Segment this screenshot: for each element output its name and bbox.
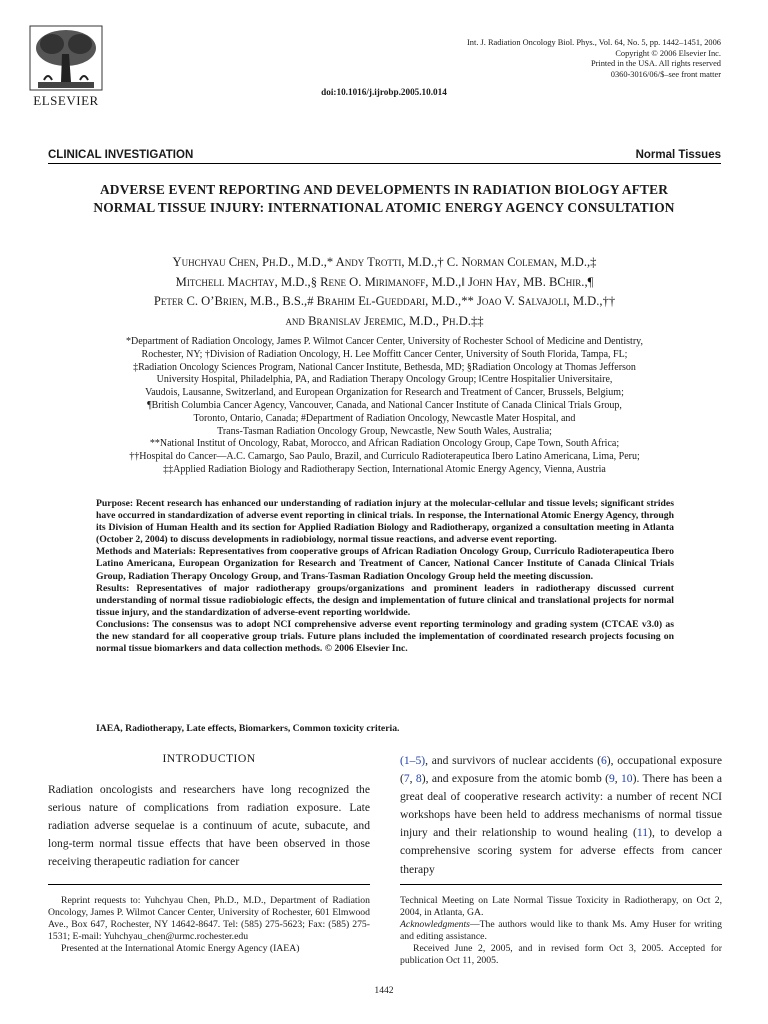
text-run: ), occupational exposure ( [400, 754, 722, 786]
conclusions-text: The consensus was to adopt NCI comprehensive adverse event reporting terminology and grading system (CTCAE v3.0) as the new standard for all cooperative group trials. Future plans included the implementation of coordinated research projects focusing on normal tissue biomarkers and data collection methods. [96, 618, 674, 655]
text-run: ), to develop a comprehensive scoring system for adverse effects from cancer therapy [400, 826, 722, 876]
journal-info [361, 38, 721, 80]
text-run: ), and exposure from the atomic bomb ( [421, 772, 609, 786]
affiliation-line: University Hospital, Philadelphia, PA, and Radiation Therapy Oncology Group; ‖Centre Hospitalier Universitaire, [156, 374, 613, 386]
journal-citation: Int. J. Radiation Oncology Biol. Phys., Vol. 64, No. 5, pp. 1442–1451, 2006 [467, 38, 721, 47]
abstract-copyright: © 2006 Elsevier Inc. [324, 643, 408, 655]
journal-copyright: Copyright © 2006 Elsevier Inc. [615, 48, 721, 58]
affiliation-line: Rochester, NY; †Division of Radiation Oncology, H. Lee Moffitt Cancer Center, University of South Florida, Tampa, FL; [141, 348, 628, 360]
reprint-requests: Reprint requests to: Yuhchyau Chen, Ph.D., M.D., Department of Radiation Oncology, James P. Wilmot Cancer Center, University of Rochester, 601 Elmwood Ave., Box 647, Rochester, NY 14642-8647. Tel: (585) 275-5623; Fax: (585) 275-1531; E-mail: Yuhchyau_chen@urmc.rochester.edu [48, 895, 370, 942]
presented-note: Presented at the International Atomic Energy Agency (IAEA) [61, 943, 300, 954]
affiliation-line: ‡Radiation Oncology Sciences Program, National Cancer Institute, Bethesda, MD; §Radiation Oncology at Thomas Jefferson [133, 361, 636, 373]
methods-label: Methods and Materials: [96, 546, 197, 558]
citation-link[interactable]: (1–5) [400, 754, 426, 767]
results-text: Representatives of major radiotherapy groups/organizations and prominent leaders in radiotherapy discussed current understanding of normal tissue radiobiologic effects, the design and implementation of future clinical and translational projects for normal tissue injury, and the standardization of adverse-event reporting worldwide. [96, 582, 675, 618]
section-subject: Normal Tissues [635, 149, 721, 161]
intro-paragraph-continued [400, 752, 722, 879]
text-run: , [409, 772, 416, 786]
author-line: Yuhchyau Chen, Ph.D., M.D.,* Andy Trotti, M.D.,† C. Norman Coleman, M.D.,‡ [172, 255, 597, 269]
affiliation-line: *Department of Radiation Oncology, James P. Wilmot Cancer Center, University of Rochester School of Medicine and Dentistry, [125, 336, 644, 347]
results-label: Results: [96, 582, 130, 594]
affiliation-line: ‡‡Applied Radiation Biology and Radiotherapy Section, International Atomic Energy Agency, Vienna, Austria [163, 463, 606, 475]
abstract-purpose [96, 498, 674, 546]
acknowledgments-text: —The authors would like to thank Ms. Amy Huser for writing and editing assistance. [400, 919, 722, 942]
purpose-label: Purpose: [96, 498, 134, 509]
publisher-name: ELSEVIER [33, 93, 99, 108]
journal-issn: 0360-3016/06/$–see front matter [610, 69, 721, 79]
elsevier-tree-icon [28, 24, 104, 92]
author-list [48, 253, 721, 331]
acknowledgments-label: Acknowledgments [400, 919, 470, 930]
affiliation-line: Vaudois, Lausanne, Switzerland, and European Organization for Research and Treatment of Cancer, Brussels, Belgium; [145, 387, 624, 399]
doi[interactable]: doi:10.1016/j.ijrobp.2005.10.014 [321, 87, 447, 97]
intro-paragraph: Radiation oncologists and researchers have long recognized the serious nature of complications from radiation exposure. Late radiation adverse sequelae is a continuum of acute, subacute, and long-term normal tissue effects that have been observed in those receiving therapeutic radiation for cancer [48, 783, 370, 869]
text-run: , and survivors of nuclear accidents ( [425, 754, 601, 767]
footnotes-left [48, 895, 370, 955]
methods-text: Representatives from cooperative groups of African Radiation Oncology Group, Curriculo Radioterapeutica Ibero Latino Americana, European Organization for Research and Treatment of Cancer, National Cancer Institute of Canada Clinical Trials Group, Radiation Therapy Oncology Group, and Trans-Tasman Radiation Oncology Group held the meeting discussion. [96, 546, 675, 582]
affiliation-line: ††Hospital do Cancer—A.C. Camargo, Sao Paulo, Brazil, and Curriculo Radioterapeutica Ibero Latino Americana, Lima, Peru; [129, 451, 640, 463]
affiliation-line: ¶British Columbia Cancer Agency, Vancouver, Canada, and National Cancer Institute of Canada Clinical Trials Group, [147, 399, 622, 411]
text-run: , [614, 772, 621, 786]
technical-meeting-note: Technical Meeting on Late Normal Tissue Toxicity in Radiotherapy, on Oct 2, 2004, in Atlanta, GA. [400, 895, 722, 918]
affiliation-line: Trans-Tasman Radiation Oncology Group, Newcastle, New South Wales, Australia; [217, 425, 552, 437]
author-line: Peter C. O’Brien, M.B., B.S.,# Brahim El-Gueddari, M.D.,** Joao V. Salvajoli, M.D.,†† [153, 294, 616, 308]
purpose-text: Recent research has enhanced our understanding of radiation injury at the molecular-cellular and tissue levels; significant strides have occurred in standardization of adverse event reporting in clinical trials. In response, the International Atomic Energy Agency, through its Division of Human Health and its section for Applied Radiation Biology and Radiotherapy, organized a consultation meeting in Atlanta (October 2, 2004) to discuss developments in radiobiology, normal tissue reactions, and adverse event reporting. [96, 498, 675, 546]
abstract-methods [96, 546, 674, 582]
author-line: and Branislav Jeremic, M.D., Ph.D.‡‡ [285, 313, 484, 328]
journal-rights: Printed in the USA. All rights reserved [590, 59, 721, 69]
acknowledgments [400, 919, 722, 943]
citation-link[interactable]: 7 [403, 772, 410, 786]
text-run: ). There has been a great deal of cooperative research activity: a number of recent NCI workshops have been held to address mechanisms of normal tissue injury and their relationship to wound healing ( [400, 772, 723, 840]
citation-link[interactable]: 9 [608, 772, 615, 786]
page-number: 1442 [374, 985, 394, 996]
affiliation-line: Toronto, Ontario, Canada; #Department of Radiation Oncology, Newcastle Mater Hospital, and [193, 412, 576, 424]
citation-link[interactable]: 11 [636, 826, 649, 840]
keywords: IAEA, Radiotherapy, Late effects, Biomarkers, Common toxicity criteria. [96, 723, 400, 734]
abstract [96, 498, 674, 655]
citation-link[interactable]: 10 [621, 772, 633, 786]
footnotes-right [400, 895, 722, 967]
intro-heading: INTRODUCTION [162, 752, 256, 765]
abstract-results [96, 583, 674, 619]
section-header [48, 149, 721, 164]
author-line: Mitchell Machtay, M.D.,§ Rene O. Mirimanoff, M.D.,‖ John Hay, MB. BChir.,¶ [175, 274, 594, 289]
affiliations [52, 336, 717, 477]
footnote-divider [400, 884, 722, 885]
paper-title: ADVERSE EVENT REPORTING AND DEVELOPMENTS IN RADIATION BIOLOGY AFTER NORMAL TISSUE INJURY: INTERNATIONAL ATOMIC ENERGY AGENCY CONSULTATION [93, 182, 675, 215]
citation-link[interactable]: 8 [415, 772, 422, 786]
received-dates: Received June 2, 2005, and in revised form Oct 3, 2005. Accepted for publication Oct 11, 2005. [400, 943, 722, 966]
abstract-conclusions [96, 619, 674, 655]
intro-left-column [48, 752, 370, 871]
footnote-divider [48, 884, 370, 885]
conclusions-label: Conclusions: [96, 618, 150, 630]
citation-link[interactable]: 6 [600, 754, 607, 767]
affiliation-line: **National Institut of Oncology, Rabat, Morocco, and African Radiation Oncology Group, Cape Town, South Africa; [149, 438, 620, 450]
section-category: CLINICAL INVESTIGATION [48, 149, 194, 161]
intro-right-column [400, 752, 722, 879]
